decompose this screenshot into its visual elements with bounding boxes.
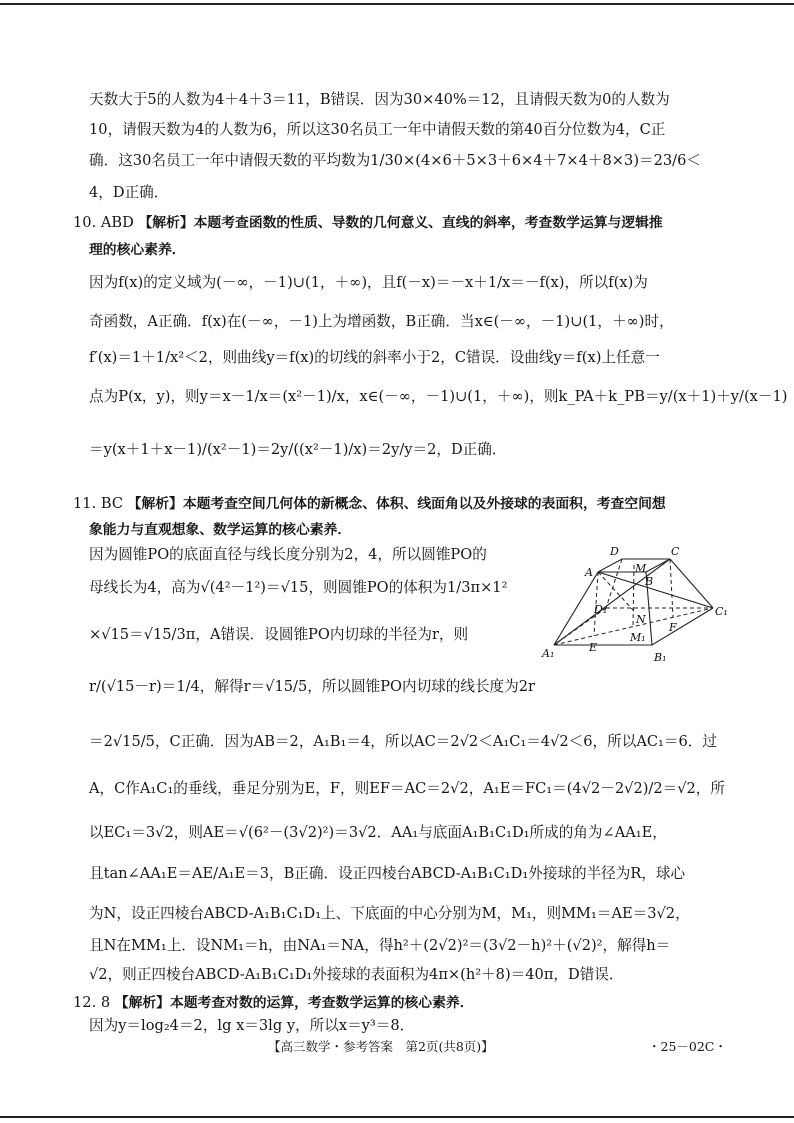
label-E: E bbox=[589, 641, 598, 654]
text-line: 4，D正确． bbox=[89, 184, 169, 201]
footer-code: ・25－02C・ bbox=[648, 1039, 727, 1054]
label-D1: D₁ bbox=[594, 603, 608, 616]
question-12-header: 12. 8 【解析】本题考查对数的运算，考查数学运算的核心素养． bbox=[73, 994, 474, 1011]
edge-CC1 bbox=[670, 559, 713, 608]
text-line: 因为圆锥PO的底面直径与线长度分别为2，4，所以圆锥PO的 bbox=[89, 546, 487, 563]
text-line: 因为f(x)的定义域为(－∞，－1)∪(1，＋∞)，且f(－x)＝－x＋1/x＝－f(x)，所以f(x)为 bbox=[89, 274, 648, 291]
text-line: 10，请假天数为4的人数为6，所以这30名员工一年中请假天数的第40百分位数为4，C正 bbox=[89, 121, 666, 138]
text-line: 理的核心素养． bbox=[89, 242, 186, 258]
bottom-border bbox=[0, 1116, 794, 1118]
text-line: r/(√15－r)＝1/4，解得r＝√15/5，所以圆锥PO内切球的线长度为2r bbox=[89, 678, 535, 695]
question-11-header: 11. BC 【解析】本题考查空间几何体的新概念、体积、线面角以及外接球的表面积，考查空间想 bbox=[73, 495, 666, 512]
label-M1: M₁ bbox=[630, 631, 646, 644]
text-line: √2，则正四棱台ABCD-A₁B₁C₁D₁外接球的表面积为4π×(h²＋8)＝40π，D错误． bbox=[89, 966, 624, 983]
text-line: 象能力与直观想象、数学运算的核心素养． bbox=[89, 522, 352, 538]
text-line: 奇函数，A正确．f(x)在(－∞，－1)上为增函数，B正确．当x∈(－∞，－1)∪(1，＋∞)时， bbox=[89, 313, 674, 330]
text-line: f′(x)＝1＋1/x²＜2，则曲线y＝f(x)的切线的斜率小于2，C错误．设曲线y＝f(x)上任意一 bbox=[89, 349, 660, 366]
text-line: 天数大于5的人数为4＋4＋3＝11，B错误．因为30×40%＝12，且请假天数为0的人数为 bbox=[89, 91, 670, 108]
label-A1: A₁ bbox=[542, 647, 555, 660]
label-C: C bbox=[671, 545, 680, 558]
label-A: A bbox=[585, 566, 593, 579]
text-line: ×√15＝√15/3π，A错误．设圆锥PO内切球的半径为r，则 bbox=[89, 626, 469, 643]
top-border bbox=[0, 3, 794, 5]
text-line: A，C作A₁C₁的垂线，垂足分别为E，F，则EF＝AC＝2√2，A₁E＝FC₁＝(4√2－2√2)/2＝√2，所 bbox=[89, 780, 725, 797]
text-line: 点为P(x，y)，则y＝x－1/x＝(x²－1)/x，x∈(－∞，－1)∪(1，＋∞)，则k_PA＋k_PB＝y/(x＋1)＋y/(x－1) bbox=[89, 388, 788, 405]
label-F: F bbox=[669, 621, 677, 634]
label-D: D bbox=[610, 545, 619, 558]
text-line: 母线长为4，高为√(4²－1²)＝√15，则圆锥PO的体积为1/3π×1² bbox=[89, 579, 508, 596]
footer-page-info: 【高三数学・参考答案 第2页(共8页)】 bbox=[268, 1039, 494, 1054]
label-B: B bbox=[645, 575, 654, 588]
label-M: M bbox=[635, 562, 647, 575]
text-line: ＝2√15/5，C正确．因为AB＝2，A₁B₁＝4，所以AC＝2√2＜A₁C₁＝4√2＜6，所以AC₁＝6．过 bbox=[89, 733, 717, 750]
label-N: N bbox=[636, 613, 646, 626]
edge-AA1 bbox=[554, 572, 598, 645]
question-10-header: 10. ABD 【解析】本题考查函数的性质、导数的几何意义、直线的斜率，考查数学运算与逻辑推 bbox=[73, 214, 663, 231]
text-line: 因为y＝log₂4＝2，lg x＝3lg y，所以x＝y³＝8． bbox=[89, 1017, 415, 1034]
question-number: 10. ABD bbox=[73, 214, 139, 231]
label-C1: C₁ bbox=[715, 605, 728, 618]
text-line: 确．这30名员工一年中请假天数的平均数为1/30×(4×6＋5×3＋6×4＋7×4＋8×3)＝23/6＜ bbox=[89, 152, 701, 169]
text-line: ＝y(x＋1＋x－1)/(x²－1)＝2y/((x²－1)/x)＝2y/y＝2，D正确． bbox=[89, 441, 507, 458]
text-line: 且N在MM₁上．设NM₁＝h，由NA₁＝NA，得h²＋(2√2)²＝(3√2－h)²＋(√2)²，解得h＝ bbox=[89, 937, 671, 954]
text-line: 为N，设正四棱台ABCD-A₁B₁C₁D₁上、下底面的中心分别为M，M₁，则MM₁＝AE＝3√2， bbox=[89, 905, 690, 922]
question-number: 11. BC bbox=[73, 495, 128, 512]
axis-MM1 bbox=[633, 565, 634, 626]
text-line: 以EC₁＝3√2，则AE＝√(6²－(3√2)²)＝3√2．AA₁与底面A₁B₁C₁D₁所成的角为∠AA₁E， bbox=[89, 824, 667, 841]
text-line: 且tan∠AA₁E＝AE/A₁E＝3，B正确．设正四棱台ABCD-A₁B₁C₁D₁外接球的半径为R，球心 bbox=[89, 865, 686, 882]
label-B1: B₁ bbox=[654, 651, 667, 664]
frustum-figure bbox=[540, 545, 730, 670]
question-number: 12. 8 bbox=[73, 994, 115, 1011]
